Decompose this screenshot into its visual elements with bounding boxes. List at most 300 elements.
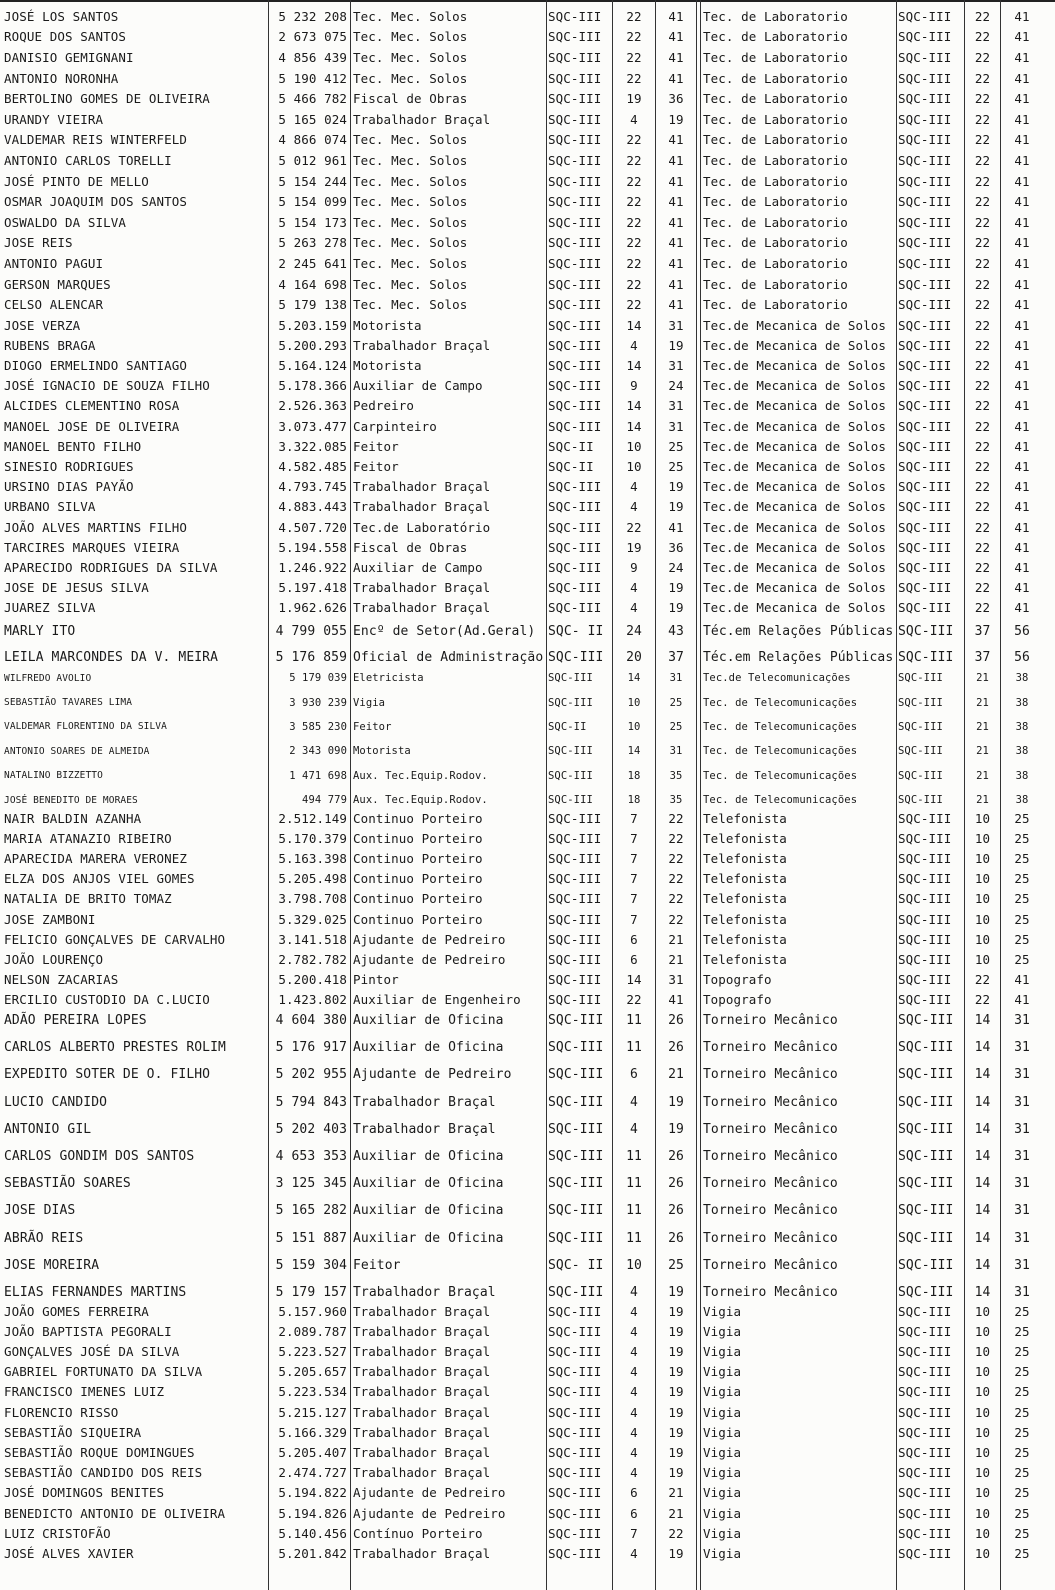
current-ref-a-cell: 10 <box>626 438 642 454</box>
current-class-cell: SQC-III <box>548 357 602 373</box>
new-class-cell: SQC-III <box>898 951 952 967</box>
current-class-cell: SQC-III <box>548 911 602 927</box>
new-ref-a-cell: 22 <box>974 992 991 1008</box>
current-class-cell: SQC-III <box>548 850 602 866</box>
new-class-cell: SQC-III <box>898 91 952 107</box>
new-ref-a-cell: 10 <box>974 1444 991 1460</box>
employee-name-cell: SEBASTIÃO CANDIDO DOS REIS <box>4 1465 203 1481</box>
employee-name-cell: URBANO SILVA <box>4 499 96 515</box>
table-row <box>0 130 1055 151</box>
new-role-cell: Tec. de Laboratorio <box>703 194 848 210</box>
new-ref-a-cell: 10 <box>974 850 991 866</box>
new-ref-a-cell: 10 <box>974 810 991 826</box>
new-class-cell: SQC-III <box>898 173 952 189</box>
current-ref-b-cell: 21 <box>668 951 684 967</box>
current-role-cell: Trabalhador Braçal <box>353 1343 491 1359</box>
new-ref-b-cell: 25 <box>1014 891 1030 907</box>
employee-name-cell: FELICIO GONÇALVES DE CARVALHO <box>4 931 226 947</box>
current-ref-b-cell: 19 <box>668 337 684 353</box>
registration-number-cell: 5.194.822 <box>278 1485 347 1501</box>
employee-name-cell: JOSÉ IGNACIO DE SOUZA FILHO <box>4 378 210 394</box>
new-class-cell: SQC-III <box>898 1465 952 1481</box>
table-row <box>0 1034 1055 1061</box>
new-ref-b-cell: 25 <box>1014 1323 1030 1339</box>
employee-name-cell: ERCILIO CUSTODIO DA C.LUCIO <box>4 992 210 1008</box>
current-class-cell: SQC-III <box>548 1485 602 1501</box>
current-ref-b-cell: 22 <box>668 850 684 866</box>
new-ref-b-cell: 56 <box>1014 623 1030 639</box>
new-ref-a-cell: 22 <box>974 438 991 454</box>
table-row <box>0 396 1055 416</box>
new-role-cell: Téc.em Relações Públicas <box>703 649 894 665</box>
table-row <box>0 598 1055 618</box>
current-ref-b-cell: 19 <box>668 1323 684 1339</box>
current-ref-b-cell: 19 <box>668 1285 684 1301</box>
table-row <box>0 456 1055 476</box>
new-ref-b-cell: 41 <box>1014 378 1030 394</box>
new-ref-b-cell: 25 <box>1014 931 1030 947</box>
new-ref-b-cell: 41 <box>1014 111 1030 127</box>
new-ref-b-cell: 41 <box>1014 479 1030 495</box>
new-class-cell: SQC-III <box>898 1545 952 1561</box>
new-ref-a-cell: 14 <box>974 1176 991 1192</box>
table-row <box>0 715 1055 739</box>
new-class-cell: SQC-III <box>898 1404 952 1420</box>
current-class-cell: SQC-II <box>548 720 587 733</box>
table-row <box>0 233 1055 254</box>
current-role-cell: Trabalhador Braçal <box>353 1285 496 1301</box>
registration-number-cell: 5.223.534 <box>278 1384 347 1400</box>
current-role-cell: Tec. Mec. Solos <box>353 297 468 313</box>
new-ref-a-cell: 21 <box>976 794 989 807</box>
current-ref-b-cell: 41 <box>668 70 684 86</box>
table-row <box>0 477 1055 497</box>
current-ref-b-cell: 41 <box>668 8 684 24</box>
current-role-cell: Trabalhador Braçal <box>353 479 491 495</box>
registration-number-cell: 2.526.363 <box>278 398 347 414</box>
current-ref-b-cell: 26 <box>668 1176 684 1192</box>
table-row <box>0 191 1055 212</box>
table-row <box>0 618 1055 644</box>
new-role-cell: Topografo <box>703 972 772 988</box>
employee-name-cell: NATALIA DE BRITO TOMAZ <box>4 891 172 907</box>
current-class-cell: SQC-III <box>548 1424 602 1440</box>
employee-name-cell: CARLOS GONDIM DOS SANTOS <box>4 1149 195 1165</box>
new-role-cell: Vigia <box>703 1465 742 1481</box>
current-ref-a-cell: 7 <box>630 830 638 846</box>
employee-name-cell: SEBASTIÃO SIQUEIRA <box>4 1424 142 1440</box>
new-ref-a-cell: 21 <box>976 745 989 758</box>
table-row <box>0 1061 1055 1088</box>
current-ref-b-cell: 25 <box>669 720 683 733</box>
current-ref-b-cell: 25 <box>669 696 683 709</box>
new-role-cell: Tec. de Laboratorio <box>703 297 848 313</box>
registration-number-cell: 5.194.558 <box>278 539 347 555</box>
current-role-cell: Auxiliar de Oficina <box>353 1176 504 1192</box>
new-ref-a-cell: 10 <box>974 891 991 907</box>
new-ref-a-cell: 37 <box>974 649 991 665</box>
new-ref-b-cell: 38 <box>1015 745 1029 758</box>
employee-name-cell: MANOEL JOSE DE OLIVEIRA <box>4 418 180 434</box>
table-row <box>0 1382 1055 1402</box>
new-ref-a-cell: 22 <box>974 132 991 148</box>
current-class-cell: SQC-III <box>548 152 602 168</box>
new-class-cell: SQC-III <box>898 672 943 685</box>
current-ref-b-cell: 35 <box>669 769 683 782</box>
current-ref-a-cell: 22 <box>626 8 642 24</box>
current-class-cell: SQC-III <box>548 600 602 616</box>
new-role-cell: Telefonista <box>703 810 787 826</box>
new-class-cell: SQC-III <box>898 8 952 24</box>
new-class-cell: SQC-III <box>898 1364 952 1380</box>
new-role-cell: Tec.de Mecanica de Solos <box>703 580 887 596</box>
new-ref-b-cell: 41 <box>1014 255 1030 271</box>
current-ref-b-cell: 22 <box>668 891 684 907</box>
current-class-cell: SQC-III <box>548 1545 602 1561</box>
current-ref-b-cell: 31 <box>668 317 684 333</box>
current-role-cell: Tec. Mec. Solos <box>353 235 468 251</box>
current-role-cell: Motorista <box>353 357 422 373</box>
current-role-cell: Trabalhador Braçal <box>353 1364 491 1380</box>
current-ref-b-cell: 19 <box>668 1343 684 1359</box>
current-ref-a-cell: 4 <box>630 1545 638 1561</box>
current-ref-b-cell: 26 <box>668 1013 684 1029</box>
new-role-cell: Tec.de Mecanica de Solos <box>703 539 887 555</box>
table-row <box>0 1116 1055 1143</box>
registration-number-cell: 5 232 208 <box>278 8 347 24</box>
current-role-cell: Tec. Mec. Solos <box>353 255 468 271</box>
current-class-cell: SQC-III <box>548 297 602 313</box>
current-ref-a-cell: 4 <box>630 1465 638 1481</box>
table-row <box>0 1442 1055 1462</box>
new-role-cell: Tec. de Laboratorio <box>703 91 848 107</box>
new-class-cell: SQC-III <box>898 297 952 313</box>
new-class-cell: SQC-III <box>898 438 952 454</box>
current-ref-b-cell: 19 <box>668 1384 684 1400</box>
current-ref-a-cell: 4 <box>630 1424 638 1440</box>
current-role-cell: Auxiliar de Oficina <box>353 1230 504 1246</box>
current-role-cell: Auxiliar de Engenheiro <box>353 992 521 1008</box>
new-ref-b-cell: 56 <box>1014 649 1030 665</box>
current-ref-b-cell: 19 <box>668 1303 684 1319</box>
employee-name-cell: JOSE MOREIRA <box>4 1257 100 1273</box>
current-ref-b-cell: 41 <box>668 255 684 271</box>
new-role-cell: Torneiro Mecânico <box>703 1149 838 1165</box>
new-ref-a-cell: 10 <box>974 1364 991 1380</box>
current-class-cell: SQC-III <box>548 276 602 292</box>
new-class-cell: SQC-III <box>898 255 952 271</box>
current-role-cell: Tec. Mec. Solos <box>353 8 468 24</box>
current-ref-b-cell: 41 <box>668 29 684 45</box>
new-ref-a-cell: 14 <box>974 1149 991 1165</box>
table-row <box>0 578 1055 598</box>
registration-number-cell: 4 866 074 <box>278 132 347 148</box>
current-class-cell: SQC-III <box>548 559 602 575</box>
table-row <box>0 68 1055 89</box>
registration-number-cell: 5.157.960 <box>278 1303 347 1319</box>
new-class-cell: SQC-III <box>898 871 952 887</box>
new-role-cell: Tec.de Telecomunicações <box>703 672 851 685</box>
new-ref-b-cell: 38 <box>1015 696 1029 709</box>
employee-name-cell: SINESIO RODRIGUES <box>4 458 134 474</box>
new-role-cell: Tec.de Mecanica de Solos <box>703 600 887 616</box>
table-row <box>0 1483 1055 1503</box>
employee-name-cell: DIOGO ERMELINDO SANTIAGO <box>4 357 188 373</box>
new-ref-b-cell: 38 <box>1015 672 1029 685</box>
registration-number-cell: 5.205.498 <box>278 871 347 887</box>
current-ref-a-cell: 6 <box>630 931 638 947</box>
new-class-cell: SQC-III <box>898 696 943 709</box>
registration-number-cell: 3.141.518 <box>278 931 347 947</box>
registration-number-cell: 1.246.922 <box>278 559 347 575</box>
new-role-cell: Tec. de Telecomunicações <box>703 794 858 807</box>
current-ref-a-cell: 4 <box>630 1343 638 1359</box>
current-ref-b-cell: 21 <box>668 1067 684 1083</box>
current-ref-b-cell: 41 <box>668 235 684 251</box>
table-row <box>0 869 1055 889</box>
new-ref-a-cell: 22 <box>974 297 991 313</box>
new-class-cell: SQC-III <box>898 194 952 210</box>
current-ref-a-cell: 4 <box>630 600 638 616</box>
new-role-cell: Telefonista <box>703 931 787 947</box>
current-role-cell: Trabalhador Braçal <box>353 1094 496 1110</box>
current-ref-a-cell: 14 <box>626 317 642 333</box>
table-row <box>0 294 1055 315</box>
new-class-cell: SQC-III <box>898 720 943 733</box>
new-role-cell: Vigia <box>703 1343 742 1359</box>
new-ref-a-cell: 10 <box>974 1505 991 1521</box>
new-role-cell: Tec. de Laboratorio <box>703 132 848 148</box>
current-ref-a-cell: 4 <box>630 1323 638 1339</box>
current-class-cell: SQC-III <box>548 1149 604 1165</box>
employee-name-cell: ANTONIO PAGUI <box>4 255 104 271</box>
table-row <box>0 764 1055 788</box>
new-ref-b-cell: 41 <box>1014 499 1030 515</box>
current-ref-b-cell: 25 <box>668 458 684 474</box>
current-class-cell: SQC-III <box>548 1013 604 1029</box>
current-class-cell: SQC-III <box>548 1323 602 1339</box>
table-row <box>0 1523 1055 1543</box>
new-role-cell: Vigia <box>703 1545 742 1561</box>
new-class-cell: SQC-III <box>898 1149 954 1165</box>
new-class-cell: SQC-III <box>898 1040 954 1056</box>
new-class-cell: SQC-III <box>898 830 952 846</box>
new-role-cell: Tec. de Laboratorio <box>703 214 848 230</box>
table-row <box>0 88 1055 109</box>
new-role-cell: Torneiro Mecânico <box>703 1203 838 1219</box>
current-ref-a-cell: 7 <box>630 891 638 907</box>
new-role-cell: Tec. de Telecomunicações <box>703 696 858 709</box>
current-ref-a-cell: 14 <box>627 745 641 758</box>
current-class-cell: SQC-III <box>548 398 602 414</box>
current-ref-a-cell: 4 <box>630 1384 638 1400</box>
new-ref-a-cell: 14 <box>974 1257 991 1273</box>
current-class-cell: SQC- II <box>548 1257 604 1273</box>
current-ref-a-cell: 10 <box>627 696 641 709</box>
new-role-cell: Torneiro Mecânico <box>703 1094 838 1110</box>
current-ref-b-cell: 35 <box>669 794 683 807</box>
current-class-cell: SQC-III <box>548 8 602 24</box>
table-row <box>0 1341 1055 1361</box>
registration-number-cell: 5.203.159 <box>278 317 347 333</box>
current-class-cell: SQC-III <box>548 1444 602 1460</box>
current-role-cell: Vigia <box>353 696 386 709</box>
current-ref-b-cell: 22 <box>668 871 684 887</box>
current-role-cell: Trabalhador Braçal <box>353 1545 491 1561</box>
current-class-cell: SQC-III <box>548 539 602 555</box>
new-ref-b-cell: 31 <box>1014 1176 1030 1192</box>
current-role-cell: Carpinteiro <box>353 418 437 434</box>
new-class-cell: SQC-III <box>898 1505 952 1521</box>
new-class-cell: SQC-III <box>898 479 952 495</box>
new-class-cell: SQC-III <box>898 931 952 947</box>
new-role-cell: Tec.de Mecanica de Solos <box>703 499 887 515</box>
new-class-cell: SQC-III <box>898 1343 952 1359</box>
current-class-cell: SQC-III <box>548 1364 602 1380</box>
registration-number-cell: 5.329.025 <box>278 911 347 927</box>
new-role-cell: Telefonista <box>703 830 787 846</box>
current-class-cell: SQC-III <box>548 49 602 65</box>
new-role-cell: Tec. de Laboratorio <box>703 29 848 45</box>
new-role-cell: Tec. de Telecomunicações <box>703 720 858 733</box>
new-role-cell: Tec. de Telecomunicações <box>703 769 858 782</box>
table-row <box>0 27 1055 48</box>
current-ref-a-cell: 14 <box>627 672 641 685</box>
new-role-cell: Torneiro Mecânico <box>703 1230 838 1246</box>
current-class-cell: SQC-III <box>548 111 602 127</box>
current-role-cell: Auxiliar de Oficina <box>353 1203 504 1219</box>
current-class-cell: SQC-III <box>548 830 602 846</box>
current-ref-b-cell: 25 <box>668 1257 684 1273</box>
new-role-cell: Tec.de Mecanica de Solos <box>703 378 887 394</box>
employee-name-cell: JOSE REIS <box>4 235 73 251</box>
new-role-cell: Telefonista <box>703 951 787 967</box>
registration-number-cell: 5 176 859 <box>275 649 347 665</box>
new-ref-a-cell: 22 <box>974 600 991 616</box>
table-row <box>0 517 1055 537</box>
employee-name-cell: FRANCISCO IMENES LUIZ <box>4 1384 165 1400</box>
current-ref-a-cell: 10 <box>627 720 641 733</box>
current-role-cell: Continuo Porteiro <box>353 891 483 907</box>
registration-number-cell: 4 856 439 <box>278 49 347 65</box>
registration-number-cell: 5.205.407 <box>278 1444 347 1460</box>
new-ref-a-cell: 22 <box>974 519 991 535</box>
new-class-cell: SQC-III <box>898 1384 952 1400</box>
new-role-cell: Vigia <box>703 1323 742 1339</box>
current-class-cell: SQC-III <box>548 1176 604 1192</box>
registration-number-cell: 3 125 345 <box>275 1176 347 1192</box>
table-row <box>0 1402 1055 1422</box>
current-ref-a-cell: 4 <box>630 1094 638 1110</box>
new-class-cell: SQC-III <box>898 378 952 394</box>
current-class-cell: SQC-III <box>548 70 602 86</box>
employee-name-cell: ROQUE DOS SANTOS <box>4 29 127 45</box>
new-class-cell: SQC-III <box>898 1203 954 1219</box>
new-class-cell: SQC-III <box>898 1444 952 1460</box>
table-row <box>0 848 1055 868</box>
current-ref-a-cell: 22 <box>626 132 642 148</box>
new-role-cell: Torneiro Mecânico <box>703 1121 838 1137</box>
new-class-cell: SQC-III <box>898 214 952 230</box>
current-role-cell: Encº de Setor(Ad.Geral) <box>353 623 536 639</box>
employee-name-cell: JOSE DE JESUS SILVA <box>4 580 149 596</box>
new-role-cell: Tec.de Mecanica de Solos <box>703 519 887 535</box>
employee-name-cell: BENEDICTO ANTONIO DE OLIVEIRA <box>4 1505 226 1521</box>
employee-name-cell: URSINO DIAS PAYÃO <box>4 479 134 495</box>
registration-number-cell: 4.883.443 <box>278 499 347 515</box>
employee-name-cell: LUCIO CANDIDO <box>4 1094 108 1110</box>
new-ref-b-cell: 41 <box>1014 357 1030 373</box>
new-ref-a-cell: 14 <box>974 1230 991 1246</box>
new-ref-b-cell: 31 <box>1014 1149 1030 1165</box>
current-ref-b-cell: 41 <box>668 297 684 313</box>
new-class-cell: SQC-III <box>898 1230 954 1246</box>
new-class-cell: SQC-III <box>898 111 952 127</box>
current-ref-a-cell: 22 <box>626 173 642 189</box>
new-role-cell: Vigia <box>703 1404 742 1420</box>
new-ref-b-cell: 41 <box>1014 317 1030 333</box>
new-ref-a-cell: 22 <box>974 580 991 596</box>
table-row <box>0 109 1055 130</box>
new-ref-a-cell: 22 <box>974 357 991 373</box>
new-ref-a-cell: 10 <box>974 1323 991 1339</box>
current-ref-a-cell: 22 <box>626 49 642 65</box>
employee-name-cell: JOÃO GOMES FERREIRA <box>4 1303 149 1319</box>
current-role-cell: Oficial de Administração <box>353 649 544 665</box>
new-role-cell: Vigia <box>703 1303 742 1319</box>
new-ref-b-cell: 31 <box>1014 1257 1030 1273</box>
new-ref-b-cell: 25 <box>1014 1404 1030 1420</box>
current-role-cell: Continuo Porteiro <box>353 810 483 826</box>
current-role-cell: Tec. Mec. Solos <box>353 152 468 168</box>
new-ref-a-cell: 22 <box>974 49 991 65</box>
new-ref-a-cell: 10 <box>974 871 991 887</box>
employee-name-cell: ANTONIO SOARES DE ALMEIDA <box>4 745 150 757</box>
current-class-cell: SQC-III <box>548 649 604 665</box>
current-ref-b-cell: 19 <box>668 1364 684 1380</box>
table-row <box>0 1197 1055 1224</box>
current-class-cell: SQC-III <box>548 1067 604 1083</box>
new-ref-a-cell: 14 <box>974 1121 991 1137</box>
new-class-cell: SQC-III <box>898 972 952 988</box>
current-role-cell: Feitor <box>353 720 392 733</box>
employee-name-cell: SEBASTIÃO TAVARES LIMA <box>4 697 133 709</box>
new-ref-a-cell: 21 <box>976 672 989 685</box>
new-class-cell: SQC-III <box>898 1525 952 1541</box>
employee-name-cell: CELSO ALENCAR <box>4 297 104 313</box>
new-ref-a-cell: 10 <box>974 1343 991 1359</box>
employee-name-cell: JOÃO BAPTISTA PEGORALI <box>4 1323 172 1339</box>
employee-name-cell: SEBASTIÃO SOARES <box>4 1176 131 1192</box>
current-class-cell: SQC-III <box>548 1525 602 1541</box>
current-role-cell: Trabalhador Braçal <box>353 580 491 596</box>
new-ref-b-cell: 25 <box>1014 1384 1030 1400</box>
new-role-cell: Torneiro Mecânico <box>703 1257 838 1273</box>
new-ref-a-cell: 14 <box>974 1203 991 1219</box>
registration-number-cell: 5 179 039 <box>289 672 347 685</box>
current-ref-b-cell: 22 <box>668 830 684 846</box>
registration-number-cell: 5.178.366 <box>278 378 347 394</box>
current-role-cell: Tec. Mec. Solos <box>353 276 468 292</box>
current-role-cell: Fiscal de Obras <box>353 539 468 555</box>
new-ref-a-cell: 22 <box>974 458 991 474</box>
current-ref-a-cell: 4 <box>630 1121 638 1137</box>
registration-number-cell: 5.163.398 <box>278 850 347 866</box>
new-role-cell: Tec.de Mecanica de Solos <box>703 418 887 434</box>
employee-name-cell: OSWALDO DA SILVA <box>4 214 127 230</box>
table-row <box>0 889 1055 909</box>
new-ref-b-cell: 38 <box>1015 769 1029 782</box>
